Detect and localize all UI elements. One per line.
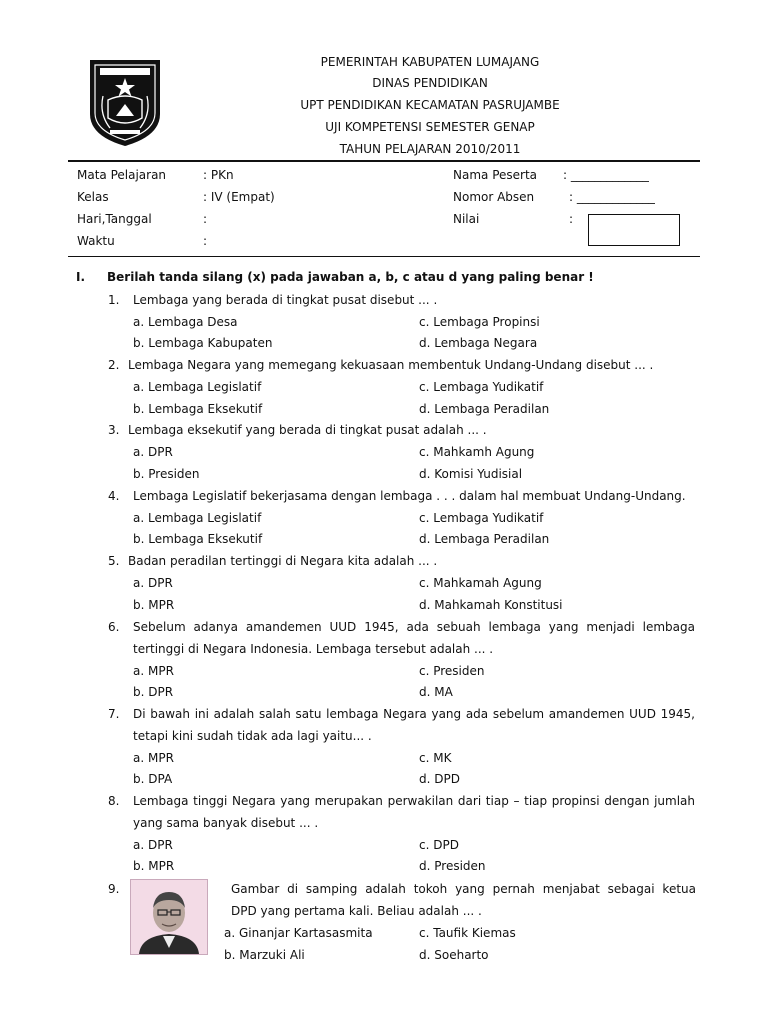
question-number: 4. <box>108 489 120 503</box>
question-number: 6. <box>108 620 120 634</box>
option-d[interactable]: d. Soeharto <box>419 948 489 962</box>
question-text: Lembaga eksekutif yang berada di tingkat pusat adalah ... . <box>128 423 487 437</box>
option-a[interactable]: a. MPR <box>133 664 174 678</box>
option-b[interactable]: b. MPR <box>133 598 175 612</box>
option-d[interactable]: d. DPD <box>419 772 460 786</box>
option-d[interactable]: d. MA <box>419 685 453 699</box>
question-text: Badan peradilan tertinggi di Negara kita adalah ... . <box>128 554 438 568</box>
header-exam-title: UJI KOMPETENSI SEMESTER GENAP <box>325 120 535 134</box>
question-number: 3. <box>108 423 120 437</box>
question-text-continued: DPD yang pertama kali. Beliau adalah ... . <box>231 904 482 918</box>
option-a[interactable]: a. DPR <box>133 445 173 459</box>
option-c[interactable]: c. Mahkamh Agung <box>419 445 535 459</box>
option-b[interactable]: b. Marzuki Ali <box>224 948 305 962</box>
option-c[interactable]: c. Lembaga Yudikatif <box>419 511 544 525</box>
option-a[interactable]: a. DPR <box>133 576 173 590</box>
time-label: Waktu <box>77 234 115 248</box>
score-box[interactable] <box>588 214 680 246</box>
question-text: Sebelum adanya amandemen UUD 1945, ada sebuah lembaga yang menjadi lembaga <box>133 620 695 634</box>
subject-label: Mata Pelajaran <box>77 168 167 182</box>
attendance-number-field[interactable]: : _____________ <box>569 190 655 204</box>
person-portrait-icon <box>131 880 207 954</box>
option-c[interactable]: c. Taufik Kiemas <box>419 926 516 940</box>
header-academic-year: TAHUN PELAJARAN 2010/2011 <box>339 142 521 156</box>
option-a[interactable]: a. Lembaga Legislatif <box>133 380 262 394</box>
option-b[interactable]: b. Presiden <box>133 467 200 481</box>
info-rule-bottom <box>68 256 700 257</box>
question-number: 7. <box>108 707 120 721</box>
question-text: Lembaga yang berada di tingkat pusat disebut ... . <box>133 293 438 307</box>
question-text: Gambar di samping adalah tokoh yang pernah menjabat sebagai ketua <box>231 882 696 896</box>
question-text-continued: tetapi kini sudah tidak ada lagi yaitu... . <box>133 729 372 743</box>
question-text: Lembaga Legislatif bekerjasama dengan lembaga . . . dalam hal membuat Undang-Undang. <box>133 489 686 503</box>
option-d[interactable]: d. Lembaga Peradilan <box>419 402 550 416</box>
header-rule-top <box>68 160 700 162</box>
question-text: Lembaga tinggi Negara yang merupakan perwakilan dari tiap – tiap propinsi dengan jumlah <box>133 794 695 808</box>
question-number: 1. <box>108 293 120 307</box>
option-d[interactable]: d. Lembaga Negara <box>419 336 538 350</box>
option-d[interactable]: d. Komisi Yudisial <box>419 467 523 481</box>
section-instruction: Berilah tanda silang (x) pada jawaban a, b, c atau d yang paling benar ! <box>107 270 594 284</box>
option-b[interactable]: b. DPA <box>133 772 173 786</box>
option-c[interactable]: c. Lembaga Yudikatif <box>419 380 544 394</box>
score-colon: : <box>569 212 574 226</box>
option-a[interactable]: a. Lembaga Desa <box>133 315 238 329</box>
option-c[interactable]: c. MK <box>419 751 452 765</box>
option-b[interactable]: b. DPR <box>133 685 174 699</box>
option-d[interactable]: d. Presiden <box>419 859 486 873</box>
option-c[interactable]: c. Mahkamah Agung <box>419 576 542 590</box>
header-government: PEMERINTAH KABUPATEN LUMAJANG <box>320 55 540 69</box>
option-c[interactable]: c. Presiden <box>419 664 485 678</box>
question-number: 9. <box>108 882 120 896</box>
class-value: : IV (Empat) <box>203 190 275 204</box>
option-a[interactable]: a. Ginanjar Kartasasmita <box>224 926 373 940</box>
date-value: : <box>203 212 208 226</box>
lumajang-emblem-icon <box>86 56 164 148</box>
header-upt: UPT PENDIDIKAN KECAMATAN PASRUJAMBE <box>300 98 560 112</box>
option-b[interactable]: b. Lembaga Eksekutif <box>133 402 263 416</box>
question-number: 2. <box>108 358 120 372</box>
option-a[interactable]: a. DPR <box>133 838 173 852</box>
participant-name-field[interactable]: : _____________ <box>563 168 649 182</box>
question-text: Di bawah ini adalah salah satu lembaga Negara yang ada sebelum amandemen UUD 1945, <box>133 707 695 721</box>
option-b[interactable]: b. MPR <box>133 859 175 873</box>
section-number: I. <box>76 270 86 284</box>
option-d[interactable]: d. Mahkamah Konstitusi <box>419 598 563 612</box>
option-a[interactable]: a. Lembaga Legislatif <box>133 511 262 525</box>
score-label: Nilai <box>453 212 480 226</box>
option-b[interactable]: b. Lembaga Kabupaten <box>133 336 273 350</box>
question-text: Lembaga Negara yang memegang kekuasaan membentuk Undang-Undang disebut ... . <box>128 358 654 372</box>
question-number: 5. <box>108 554 120 568</box>
header-department: DINAS PENDIDIKAN <box>372 76 488 90</box>
class-label: Kelas <box>77 190 109 204</box>
question-text-continued: yang sama banyak disebut ... . <box>133 816 319 830</box>
attendance-number-label: Nomor Absen <box>453 190 535 204</box>
question-number: 8. <box>108 794 120 808</box>
participant-name-label: Nama Peserta <box>453 168 538 182</box>
option-c[interactable]: c. DPD <box>419 838 459 852</box>
subject-value: : PKn <box>203 168 234 182</box>
question-text-continued: tertinggi di Negara Indonesia. Lembaga tersebut adalah ... . <box>133 642 494 656</box>
option-b[interactable]: b. Lembaga Eksekutif <box>133 532 263 546</box>
option-d[interactable]: d. Lembaga Peradilan <box>419 532 550 546</box>
portrait-photo <box>130 879 208 955</box>
option-c[interactable]: c. Lembaga Propinsi <box>419 315 540 329</box>
date-label: Hari,Tanggal <box>77 212 152 226</box>
time-value: : <box>203 234 208 248</box>
option-a[interactable]: a. MPR <box>133 751 174 765</box>
